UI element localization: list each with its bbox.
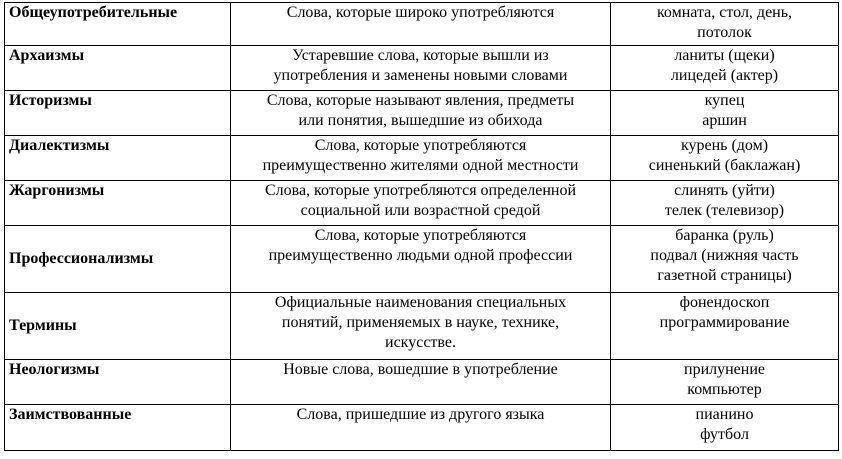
table-row xyxy=(5,91,839,136)
table-row xyxy=(5,46,839,91)
definition-cell: Слова, которые широко употребляются xyxy=(231,3,611,46)
examples-cell: прилунение компьютер xyxy=(611,360,839,405)
table-row xyxy=(5,3,839,46)
vocabulary-table xyxy=(4,2,839,451)
examples-cell: ланиты (щеки) лицедей (актер) xyxy=(611,46,839,91)
definition-cell: Слова, которые употребляются определенной социальной или возрастной средой xyxy=(231,181,611,226)
table-row xyxy=(5,405,839,451)
definition-cell: Официальные наименования специальных понятий, применяемых в науке, технике, искусстве. xyxy=(231,293,611,360)
definition-cell: Слова, которые называют явления, предметы или понятия, вышедшие из обихода xyxy=(231,91,611,136)
term-cell: Жаргонизмы xyxy=(5,181,231,226)
term-cell: Общеупотребительные xyxy=(5,3,231,46)
definition-cell: Устаревшие слова, которые вышли из употребления и заменены новыми словами xyxy=(231,46,611,91)
definition-cell: Слова, которые употребляются преимущественно жителями одной местности xyxy=(231,136,611,181)
table-row xyxy=(5,226,839,293)
term-cell: Архаизмы xyxy=(5,46,231,91)
examples-cell: комната, стол, день, потолок xyxy=(611,3,839,46)
definition-cell: Слова, которые употребляются преимущественно людьми одной профессии xyxy=(231,226,611,293)
examples-cell: фонендоскоп программирование xyxy=(611,293,839,360)
examples-cell: курень (дом) синенький (баклажан) xyxy=(611,136,839,181)
term-cell: Термины xyxy=(5,293,231,360)
table-row xyxy=(5,360,839,405)
definition-cell: Новые слова, вошедшие в употребление xyxy=(231,360,611,405)
term-cell: Историзмы xyxy=(5,91,231,136)
term-cell: Неологизмы xyxy=(5,360,231,405)
term-cell: Диалектизмы xyxy=(5,136,231,181)
examples-cell: пианино футбол xyxy=(611,405,839,451)
definition-cell: Слова, пришедшие из другого языка xyxy=(231,405,611,451)
term-cell: Заимствованные xyxy=(5,405,231,451)
examples-cell: баранка (руль) подвал (нижняя часть газетной страницы) xyxy=(611,226,839,293)
table-row xyxy=(5,181,839,226)
examples-cell: купец аршин xyxy=(611,91,839,136)
table-row xyxy=(5,293,839,360)
examples-cell: слинять (уйти) телек (телевизор) xyxy=(611,181,839,226)
table-row xyxy=(5,136,839,181)
term-cell: Профессионализмы xyxy=(5,226,231,293)
